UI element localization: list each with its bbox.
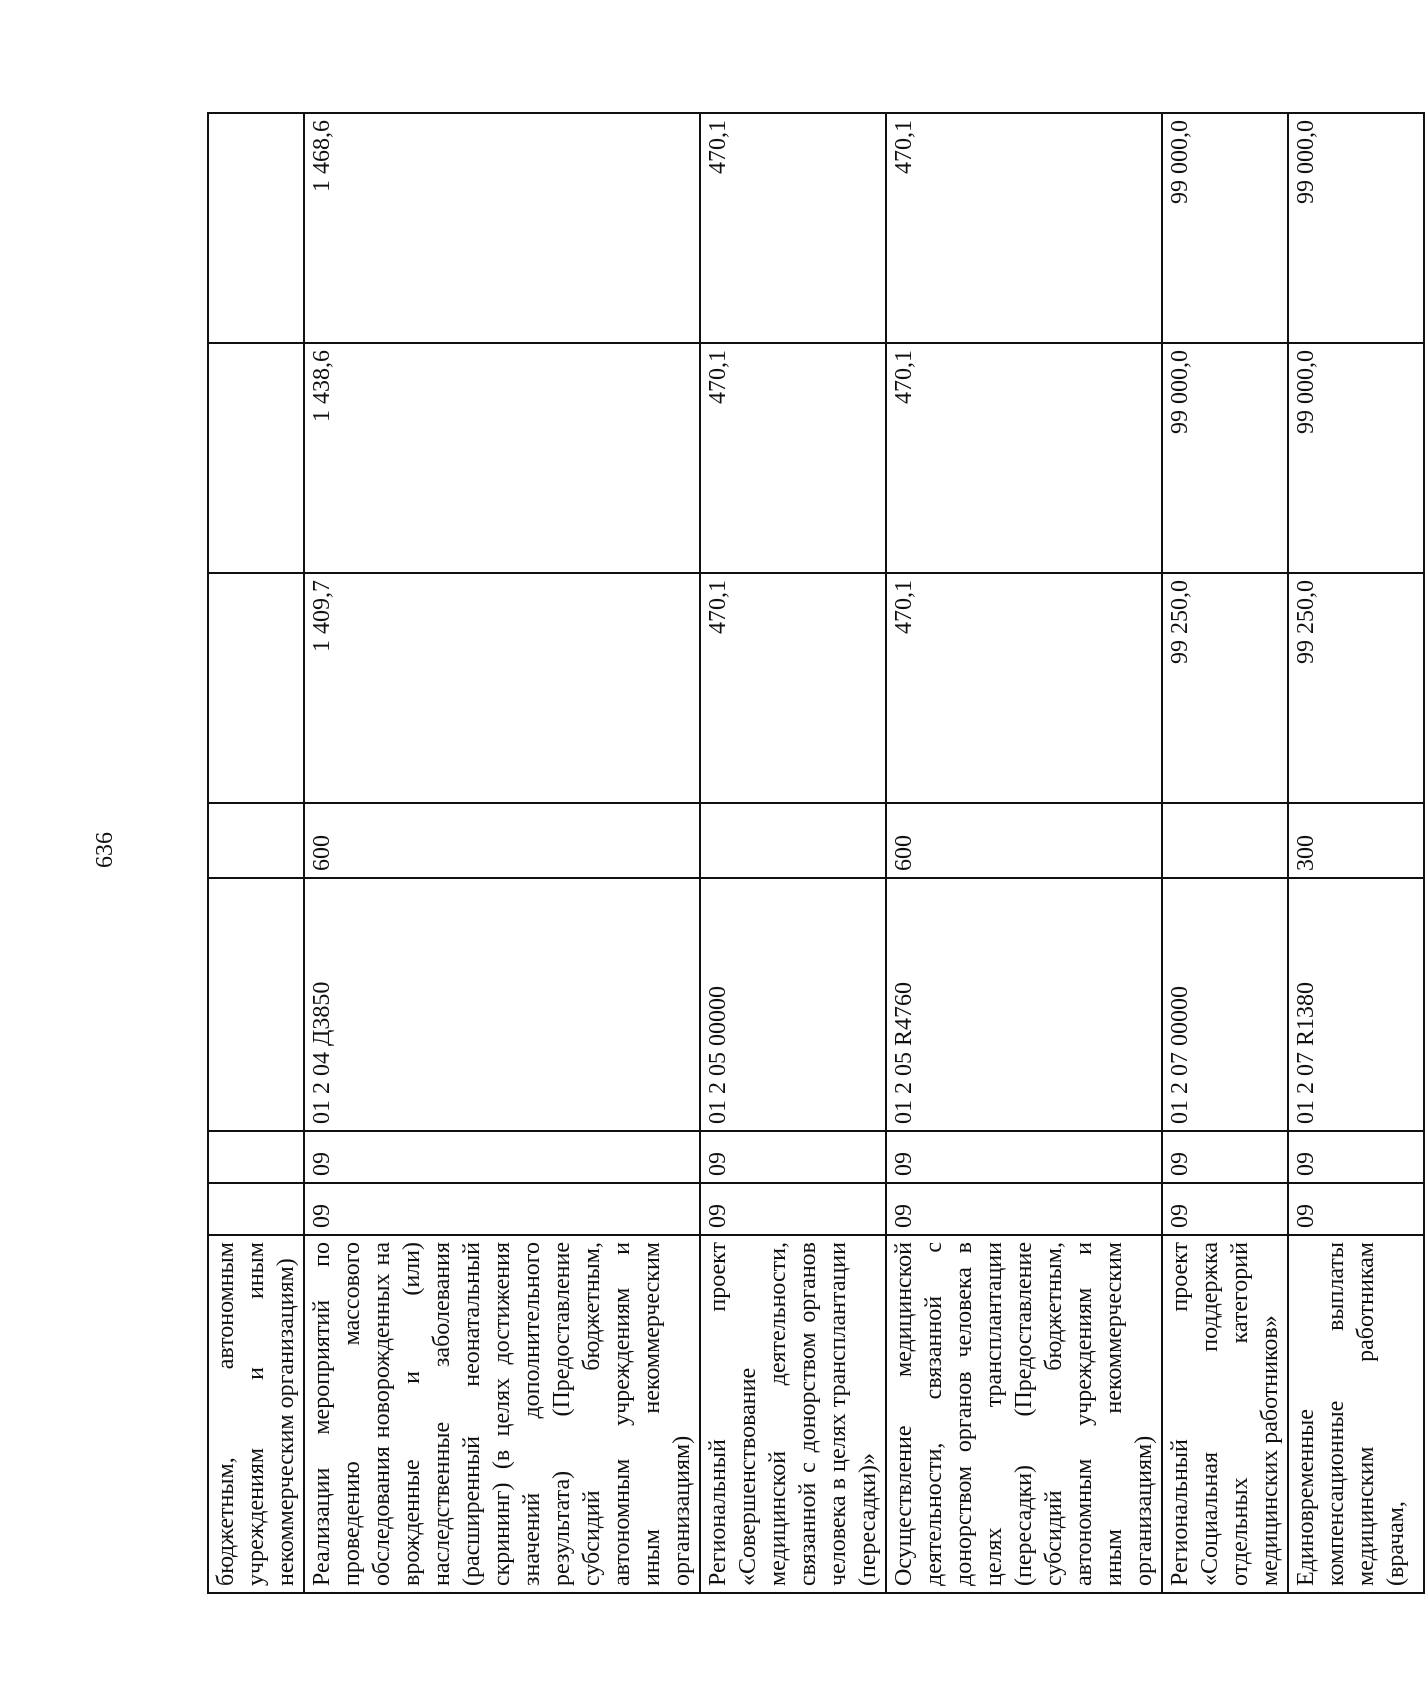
row-amount-year1: 470,1 — [886, 573, 1162, 803]
row-rz-code: 09 — [304, 1131, 700, 1183]
row-description: Реализации мероприятий по проведению массового обследования новорожденных на врожденные и (или) наследственные заболевания (расширенный неонатальный скрининг) (в целях достижения значений дополнительного результата) (Предоставление субсидий бюджетным, автономным учреждениям и иным некоммерческим организациям) — [304, 1235, 700, 1593]
row-rz-code: 09 — [1162, 1131, 1288, 1183]
row-description: Региональный проект «Социальная поддержка отдельных категорий медицинских работников» — [1162, 1235, 1288, 1593]
row-description: Осуществление медицинской деятельности, связанной с донорством органов человека в целях трансплантации (пересадки) (Предоставление субсидий бюджетным, автономным учреждениям и иным некоммерческим организациям) — [886, 1235, 1162, 1593]
row-amount-year2: 1 438,6 — [304, 343, 700, 573]
row-amount-year1: 470,1 — [700, 573, 886, 803]
row-vr-code — [208, 803, 304, 878]
row-cs-code: 01 2 07 R1380 — [1288, 878, 1424, 1131]
row-amount-year2: 470,1 — [700, 343, 886, 573]
table-row — [208, 113, 304, 1593]
row-vr-code: 600 — [886, 803, 1162, 878]
row-vr-code — [1162, 803, 1288, 878]
row-gr-code: 09 — [304, 1183, 700, 1235]
row-amount-year1 — [208, 573, 304, 803]
row-cs-code: 01 2 04 Д3850 — [304, 878, 700, 1131]
row-amount-year3 — [208, 113, 304, 343]
row-vr-code: 300 — [1288, 803, 1424, 878]
table-row — [700, 113, 886, 1593]
row-gr-code — [208, 1183, 304, 1235]
table-row — [886, 113, 1162, 1593]
row-amount-year3: 99 000,0 — [1288, 113, 1424, 343]
row-rz-code: 09 — [1288, 1131, 1424, 1183]
table-row — [1288, 113, 1424, 1593]
budget-table — [207, 112, 1425, 1594]
row-amount-year2: 99 000,0 — [1162, 343, 1288, 573]
row-gr-code: 09 — [1162, 1183, 1288, 1235]
row-amount-year1: 99 250,0 — [1288, 573, 1424, 803]
row-gr-code: 09 — [1288, 1183, 1424, 1235]
row-gr-code: 09 — [886, 1183, 1162, 1235]
row-amount-year3: 470,1 — [886, 113, 1162, 343]
row-cs-code — [208, 878, 304, 1131]
row-amount-year3: 470,1 — [700, 113, 886, 343]
table-row — [1162, 113, 1288, 1593]
row-description: Единовременные компенсационные выплаты медицинским работникам (врачам, — [1288, 1235, 1424, 1593]
row-amount-year2 — [208, 343, 304, 573]
row-vr-code: 600 — [304, 803, 700, 878]
budget-table-container — [207, 114, 1409, 1594]
row-cs-code: 01 2 05 R4760 — [886, 878, 1162, 1131]
row-description: Региональный проект «Совершенствование медицинской деятельности, связанной с донорством органов человека в целях трансплантации (пересадки)» — [700, 1235, 886, 1593]
row-gr-code: 09 — [700, 1183, 886, 1235]
row-amount-year2: 470,1 — [886, 343, 1162, 573]
row-vr-code — [700, 803, 886, 878]
row-amount-year1: 99 250,0 — [1162, 573, 1288, 803]
row-description: бюджетным, автономным учреждениям и иным некоммерческим организациям) — [208, 1235, 304, 1593]
row-cs-code: 01 2 05 00000 — [700, 878, 886, 1131]
row-amount-year1: 1 409,7 — [304, 573, 700, 803]
row-amount-year3: 99 000,0 — [1162, 113, 1288, 343]
row-rz-code: 09 — [700, 1131, 886, 1183]
row-cs-code: 01 2 07 00000 — [1162, 878, 1288, 1131]
row-rz-code: 09 — [886, 1131, 1162, 1183]
row-amount-year3: 1 468,6 — [304, 113, 700, 343]
row-rz-code — [208, 1131, 304, 1183]
table-row — [304, 113, 700, 1593]
row-amount-year2: 99 000,0 — [1288, 343, 1424, 573]
page-number: 636 — [92, 832, 118, 868]
